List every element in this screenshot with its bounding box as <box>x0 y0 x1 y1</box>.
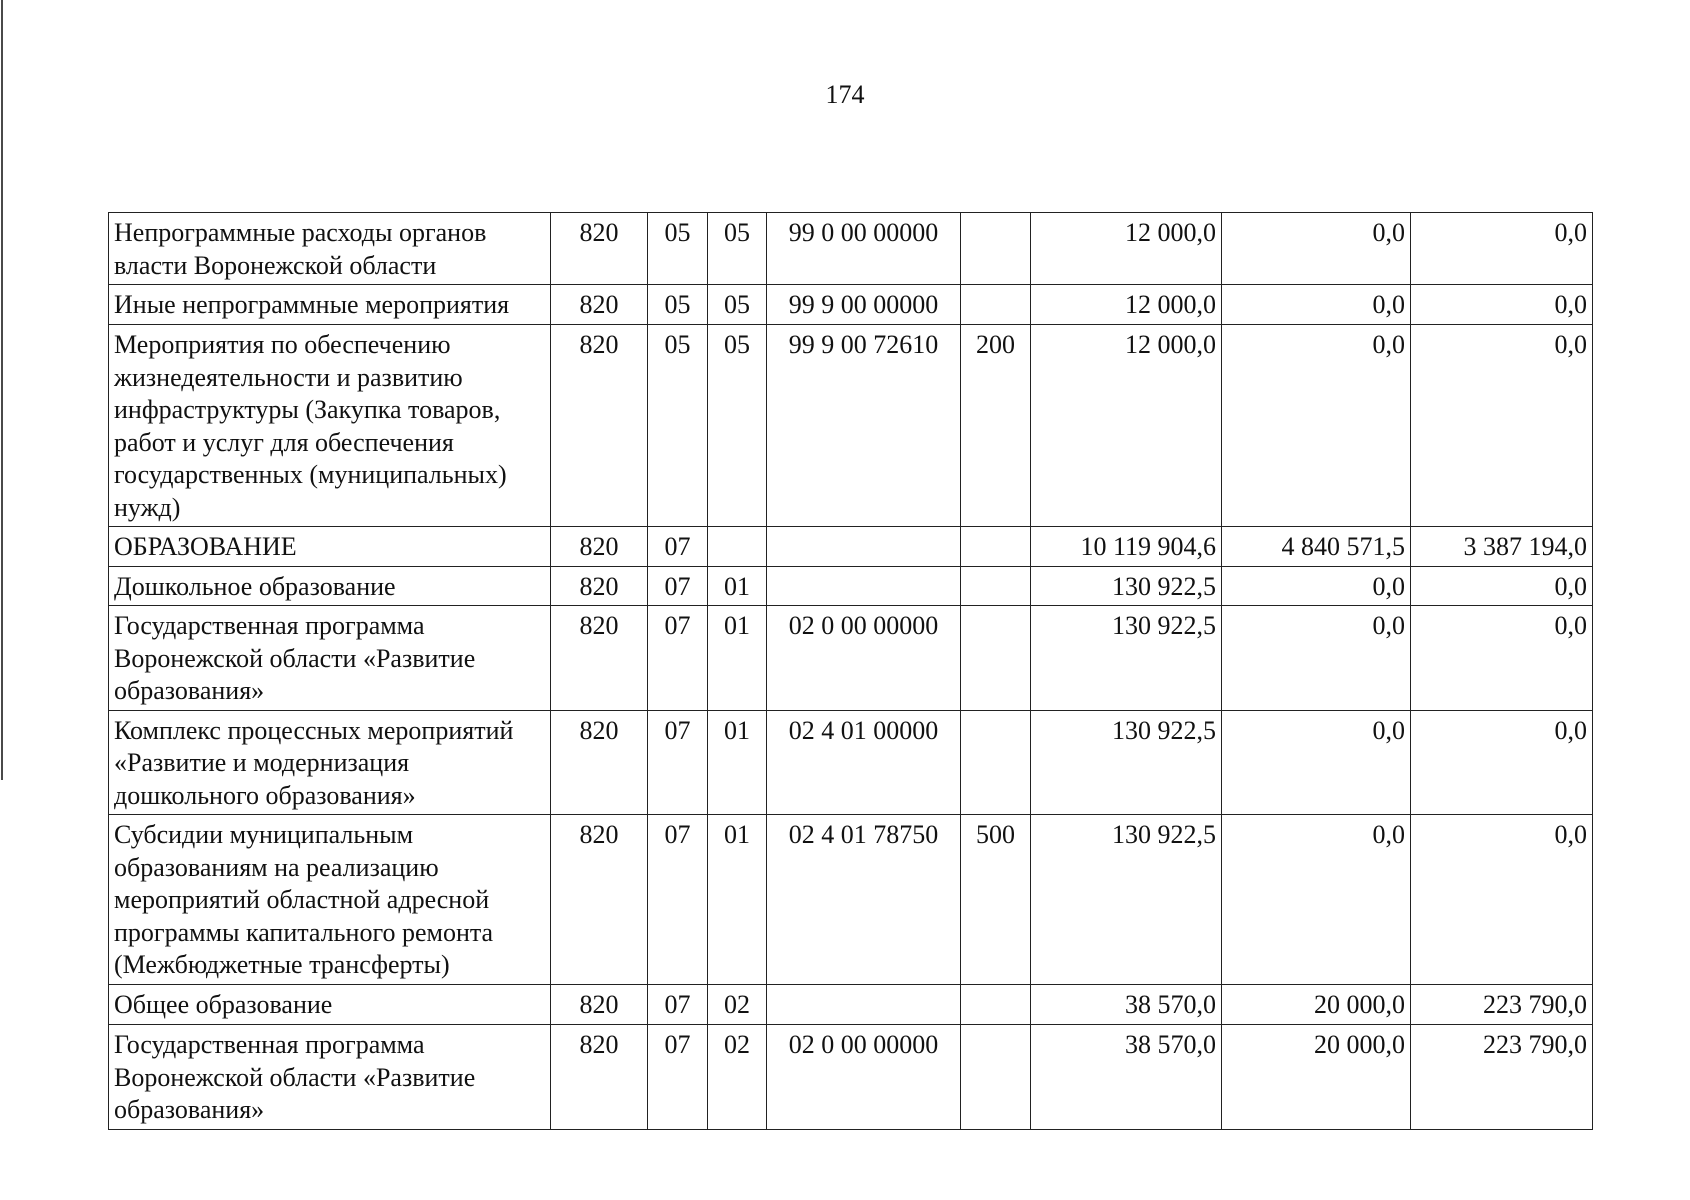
department-code: 820 <box>551 325 648 527</box>
department-code: 820 <box>551 606 648 711</box>
section-code: 07 <box>648 1025 708 1130</box>
amount-year-2: 4 840 571,5 <box>1222 527 1411 567</box>
department-code: 820 <box>551 285 648 325</box>
expense-type-code <box>961 527 1031 567</box>
amount-year-3: 0,0 <box>1411 285 1593 325</box>
amount-year-2: 0,0 <box>1222 710 1411 815</box>
amount-year-1: 130 922,5 <box>1031 710 1222 815</box>
expense-name: Государственная программа Воронежской области «Развитие образования» <box>109 606 551 711</box>
section-code: 07 <box>648 985 708 1025</box>
subsection-code: 05 <box>708 285 767 325</box>
expense-type-code <box>961 1025 1031 1130</box>
amount-year-1: 10 119 904,6 <box>1031 527 1222 567</box>
amount-year-2: 20 000,0 <box>1222 985 1411 1025</box>
subsection-code: 02 <box>708 985 767 1025</box>
table-row <box>109 566 1593 606</box>
expense-name: ОБРАЗОВАНИЕ <box>109 527 551 567</box>
amount-year-1: 12 000,0 <box>1031 325 1222 527</box>
expense-name: Иные непрограммные мероприятия <box>109 285 551 325</box>
budget-table <box>108 212 1593 1130</box>
table-row <box>109 325 1593 527</box>
table-row <box>109 606 1593 711</box>
amount-year-2: 0,0 <box>1222 606 1411 711</box>
target-article-code: 02 0 00 00000 <box>767 1025 961 1130</box>
section-code: 07 <box>648 527 708 567</box>
expense-type-code: 500 <box>961 815 1031 985</box>
amount-year-2: 0,0 <box>1222 285 1411 325</box>
section-code: 05 <box>648 285 708 325</box>
amount-year-3: 0,0 <box>1411 566 1593 606</box>
target-article-code: 02 0 00 00000 <box>767 606 961 711</box>
expense-name: Дошкольное образование <box>109 566 551 606</box>
expense-type-code <box>961 213 1031 285</box>
table-row <box>109 285 1593 325</box>
expense-type-code <box>961 710 1031 815</box>
expense-type-code: 200 <box>961 325 1031 527</box>
section-code: 07 <box>648 566 708 606</box>
expense-name: Комплекс процессных мероприятий «Развитие и модернизация дошкольного образования» <box>109 710 551 815</box>
amount-year-1: 130 922,5 <box>1031 815 1222 985</box>
target-article-code <box>767 985 961 1025</box>
amount-year-3: 223 790,0 <box>1411 1025 1593 1130</box>
subsection-code <box>708 527 767 567</box>
amount-year-2: 20 000,0 <box>1222 1025 1411 1130</box>
amount-year-2: 0,0 <box>1222 815 1411 985</box>
expense-type-code <box>961 606 1031 711</box>
amount-year-1: 38 570,0 <box>1031 1025 1222 1130</box>
amount-year-2: 0,0 <box>1222 566 1411 606</box>
expense-name: Мероприятия по обеспечению жизнедеятельности и развитию инфраструктуры (Закупка товаров, работ и услуг для обеспечения государственных (муниципальных) нужд) <box>109 325 551 527</box>
expense-type-code <box>961 566 1031 606</box>
table-row <box>109 527 1593 567</box>
amount-year-2: 0,0 <box>1222 325 1411 527</box>
department-code: 820 <box>551 1025 648 1130</box>
subsection-code: 01 <box>708 566 767 606</box>
section-code: 05 <box>648 213 708 285</box>
amount-year-3: 0,0 <box>1411 710 1593 815</box>
target-article-code: 99 0 00 00000 <box>767 213 961 285</box>
amount-year-3: 223 790,0 <box>1411 985 1593 1025</box>
expense-name: Общее образование <box>109 985 551 1025</box>
department-code: 820 <box>551 527 648 567</box>
expense-name: Государственная программа Воронежской области «Развитие образования» <box>109 1025 551 1130</box>
department-code: 820 <box>551 985 648 1025</box>
section-code: 07 <box>648 606 708 711</box>
left-margin-rule <box>1 0 3 780</box>
expense-name: Непрограммные расходы органов власти Воронежской области <box>109 213 551 285</box>
table-row <box>109 710 1593 815</box>
amount-year-1: 12 000,0 <box>1031 285 1222 325</box>
table-row <box>109 985 1593 1025</box>
amount-year-3: 0,0 <box>1411 815 1593 985</box>
subsection-code: 05 <box>708 325 767 527</box>
amount-year-1: 130 922,5 <box>1031 606 1222 711</box>
department-code: 820 <box>551 815 648 985</box>
subsection-code: 01 <box>708 815 767 985</box>
page-number: 174 <box>825 80 865 109</box>
subsection-code: 02 <box>708 1025 767 1130</box>
amount-year-2: 0,0 <box>1222 213 1411 285</box>
amount-year-3: 0,0 <box>1411 213 1593 285</box>
subsection-code: 05 <box>708 213 767 285</box>
amount-year-1: 38 570,0 <box>1031 985 1222 1025</box>
table-row <box>109 815 1593 985</box>
section-code: 05 <box>648 325 708 527</box>
expense-name: Субсидии муниципальным образованиям на реализацию мероприятий областной адресной программы капитального ремонта (Межбюджетные трансферты) <box>109 815 551 985</box>
expense-type-code <box>961 985 1031 1025</box>
amount-year-3: 0,0 <box>1411 606 1593 711</box>
table-row <box>109 1025 1593 1130</box>
section-code: 07 <box>648 815 708 985</box>
section-code: 07 <box>648 710 708 815</box>
department-code: 820 <box>551 710 648 815</box>
amount-year-1: 12 000,0 <box>1031 213 1222 285</box>
amount-year-3: 0,0 <box>1411 325 1593 527</box>
department-code: 820 <box>551 566 648 606</box>
amount-year-3: 3 387 194,0 <box>1411 527 1593 567</box>
department-code: 820 <box>551 213 648 285</box>
subsection-code: 01 <box>708 710 767 815</box>
target-article-code: 99 9 00 72610 <box>767 325 961 527</box>
target-article-code: 02 4 01 00000 <box>767 710 961 815</box>
target-article-code <box>767 566 961 606</box>
subsection-code: 01 <box>708 606 767 711</box>
table-row <box>109 213 1593 285</box>
amount-year-1: 130 922,5 <box>1031 566 1222 606</box>
target-article-code: 99 9 00 00000 <box>767 285 961 325</box>
target-article-code: 02 4 01 78750 <box>767 815 961 985</box>
target-article-code <box>767 527 961 567</box>
expense-type-code <box>961 285 1031 325</box>
